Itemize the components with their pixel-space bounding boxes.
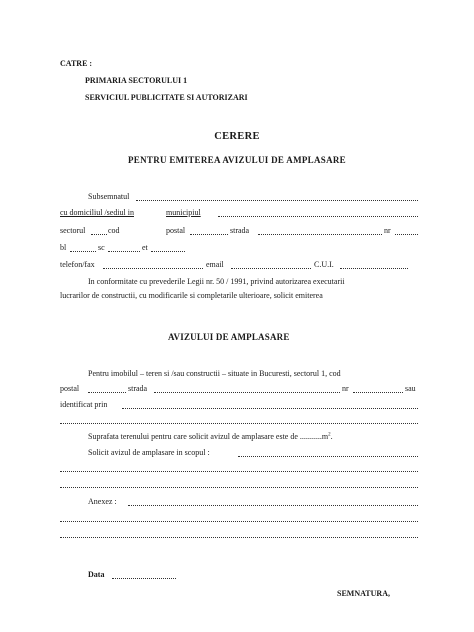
address-to: CATRE : xyxy=(60,59,93,68)
fill-line-scop xyxy=(238,456,418,457)
document-title: CERERE xyxy=(214,131,260,142)
label-postal: postal xyxy=(166,226,186,235)
label-telefon: telefon/fax xyxy=(60,260,95,269)
fill-line-identificat xyxy=(122,408,418,409)
suprafata-fill: ........... xyxy=(297,432,322,441)
label-bl: bl xyxy=(60,243,67,252)
fill-line-cui xyxy=(340,268,408,269)
label-strada: strada xyxy=(230,226,250,235)
label-cod: cod xyxy=(108,226,120,235)
statement-line-2: lucrarilor de constructii, cu modificarile si completarile ulterioare, solicit emiterea xyxy=(60,291,323,300)
fill-line-scop-3 xyxy=(60,487,418,488)
label-property-postal: postal xyxy=(60,384,80,393)
fill-line-property-nr xyxy=(353,392,403,393)
label-et: et xyxy=(142,243,148,252)
fill-line-strada xyxy=(258,234,382,235)
label-anexez: Anexez : xyxy=(88,497,117,506)
label-domiciliu: cu domiciliul /sediul in xyxy=(60,208,134,217)
property-intro: Pentru imobilul – teren si /sau constructii – situate in Bucuresti, sectorul 1, cod xyxy=(88,369,341,378)
label-suprafata xyxy=(88,432,333,442)
fill-line-anexez-2 xyxy=(60,521,418,522)
label-property-strada: strada xyxy=(128,384,148,393)
label-cui: C.U.I. xyxy=(314,260,334,269)
fill-line-property-strada xyxy=(154,392,340,393)
fill-line-property-postal xyxy=(88,392,126,393)
label-subsemnatul: Subsemnatul xyxy=(88,192,130,201)
suprafata-text: Suprafata terenului pentru care solicit avizul de amplasare este de xyxy=(88,432,298,441)
fill-line-anexez-3 xyxy=(60,537,418,538)
label-sc: sc xyxy=(98,243,105,252)
label-nr: nr xyxy=(384,226,391,235)
suprafata-dot: . xyxy=(330,432,333,441)
label-property-nr: nr xyxy=(342,384,349,393)
fill-line-postal xyxy=(190,234,228,235)
fill-line-et xyxy=(151,251,185,252)
label-property-sau: sau xyxy=(405,384,416,393)
document-subtitle: PENTRU EMITEREA AVIZULUI DE AMPLASARE xyxy=(128,155,346,165)
fill-line-scop-2 xyxy=(60,471,418,472)
label-municipiul: municipiul xyxy=(166,208,201,217)
fill-line-identificat-2 xyxy=(60,423,418,424)
label-data: Data xyxy=(88,570,105,579)
label-email: email xyxy=(206,260,224,269)
fill-line-anexez xyxy=(128,505,418,506)
fill-line-data xyxy=(112,578,176,579)
section-title: AVIZULUI DE AMPLASARE xyxy=(168,332,290,342)
address-line-2: SERVICIUL PUBLICITATE SI AUTORIZARI xyxy=(85,93,248,102)
label-scop: Solicit avizul de amplasare in scopul : xyxy=(88,448,210,457)
fill-line-sc xyxy=(108,251,140,252)
label-sectorul: sectorul xyxy=(60,226,86,235)
suprafata-unit: m xyxy=(321,432,329,441)
fill-line-sector xyxy=(91,234,107,235)
fill-line-name xyxy=(136,200,418,201)
address-line-1: PRIMARIA SECTORULUI 1 xyxy=(85,76,188,85)
statement-line-1: In conformitate cu prevederile Legii nr. 50 / 1991, privind autorizarea executarii xyxy=(88,277,345,286)
fill-line-bl xyxy=(70,251,96,252)
fill-line-address xyxy=(218,216,418,217)
suprafata-unit-sup: 2 xyxy=(328,432,331,438)
fill-line-telefon xyxy=(103,268,203,269)
label-identificat: identificat prin xyxy=(60,400,108,409)
label-semnatura: SEMNATURA, xyxy=(337,589,390,598)
fill-line-email xyxy=(231,268,311,269)
fill-line-nr xyxy=(395,234,418,235)
